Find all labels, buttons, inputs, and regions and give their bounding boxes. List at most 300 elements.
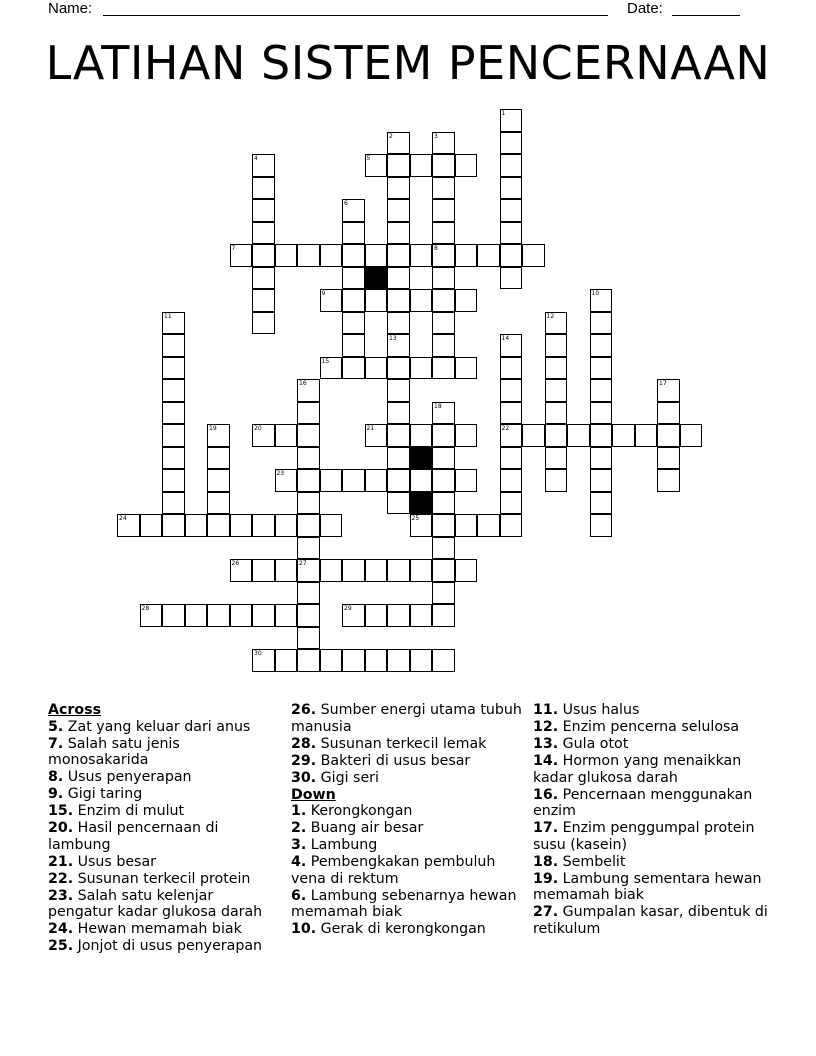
crossword-cell[interactable] bbox=[432, 267, 455, 290]
clue-item bbox=[291, 736, 523, 753]
clue-text: Bakteri di usus besar bbox=[320, 752, 471, 769]
crossword-cell[interactable] bbox=[297, 447, 320, 470]
crossword-cell[interactable] bbox=[432, 424, 455, 447]
crossword-cell[interactable] bbox=[185, 514, 208, 537]
crossword-cell[interactable] bbox=[252, 177, 275, 200]
clue-number: 1. bbox=[291, 803, 307, 819]
crossword-cell[interactable] bbox=[365, 357, 388, 380]
cell-number: 30 bbox=[254, 650, 262, 657]
crossword-cell[interactable] bbox=[207, 447, 230, 470]
clue-text: Usus penyerapan bbox=[67, 769, 192, 785]
crossword-cell[interactable] bbox=[297, 379, 320, 402]
crossword-cell[interactable] bbox=[432, 357, 455, 380]
crossword-cell[interactable] bbox=[162, 402, 185, 425]
clue-number: 20. bbox=[48, 820, 74, 836]
clue-item bbox=[291, 888, 523, 921]
crossword-cell[interactable] bbox=[297, 469, 320, 492]
clue-number: 13. bbox=[533, 736, 559, 752]
crossword-cell[interactable] bbox=[432, 604, 455, 627]
crossword-cell[interactable] bbox=[657, 447, 680, 470]
clue-text: Gula otot bbox=[562, 736, 629, 752]
crossword-cell[interactable] bbox=[590, 312, 613, 335]
crossword-cell[interactable] bbox=[410, 469, 433, 492]
clue-number: 11. bbox=[533, 702, 559, 718]
clue-item bbox=[291, 702, 523, 735]
crossword-cell[interactable] bbox=[252, 154, 275, 177]
crossword-cell[interactable] bbox=[342, 469, 365, 492]
crossword-cell[interactable] bbox=[545, 469, 568, 492]
crossword-cell[interactable] bbox=[252, 312, 275, 335]
crossword-cell[interactable] bbox=[500, 402, 523, 425]
clue-item bbox=[48, 736, 280, 769]
crossword-cell[interactable] bbox=[590, 447, 613, 470]
clue-text: Susunan terkecil protein bbox=[77, 870, 251, 887]
clue-text: Enzim pencerna selulosa bbox=[562, 719, 740, 735]
crossword-cell[interactable] bbox=[432, 199, 455, 222]
crossword-cell[interactable] bbox=[387, 154, 410, 177]
cell-number: 2 bbox=[389, 132, 393, 140]
crossword-cell[interactable] bbox=[455, 244, 478, 267]
cell-number: 14 bbox=[501, 335, 510, 342]
crossword-cell[interactable] bbox=[275, 244, 298, 267]
crossword-cell[interactable] bbox=[342, 222, 365, 245]
crossword-cell[interactable] bbox=[410, 357, 433, 380]
black-cell bbox=[365, 267, 388, 290]
cell-number: 29 bbox=[344, 605, 352, 612]
clue-item bbox=[533, 820, 773, 853]
clue-number: 12. bbox=[533, 719, 559, 735]
crossword-cell[interactable] bbox=[117, 514, 140, 537]
crossword-cell[interactable] bbox=[657, 379, 680, 402]
crossword-cell[interactable] bbox=[455, 154, 478, 177]
clue-text: Gumpalan kasar, dibentuk di retikulum bbox=[533, 904, 768, 937]
clue-text: Enzim penggumpal protein susu (kasein) bbox=[533, 820, 755, 853]
crossword-cell[interactable] bbox=[275, 604, 298, 627]
crossword-cell[interactable] bbox=[297, 582, 320, 605]
clue-item bbox=[291, 753, 523, 770]
crossword-cell[interactable] bbox=[365, 244, 388, 267]
cell-number: 6 bbox=[344, 200, 348, 207]
clue-text: Enzim di mulut bbox=[77, 803, 185, 819]
name-label: Name: bbox=[48, 0, 93, 17]
clue-item bbox=[48, 820, 280, 853]
cell-number: 19 bbox=[209, 425, 217, 432]
crossword-cell[interactable] bbox=[500, 379, 523, 402]
crossword-cell[interactable] bbox=[455, 469, 478, 492]
cell-number: 26 bbox=[231, 560, 240, 567]
crossword-cell[interactable] bbox=[342, 267, 365, 290]
clue-text: Lambung sementara hewan memamah biak bbox=[533, 870, 762, 903]
clue-item bbox=[533, 736, 773, 753]
clue-item bbox=[291, 770, 523, 787]
crossword-cell[interactable] bbox=[432, 402, 455, 425]
cell-number: 13 bbox=[389, 335, 397, 342]
cell-number: 25 bbox=[411, 515, 420, 522]
crossword-cell[interactable] bbox=[500, 357, 523, 380]
crossword-cell[interactable] bbox=[545, 402, 568, 425]
cell-number: 16 bbox=[299, 380, 307, 387]
black-cell bbox=[410, 492, 433, 515]
crossword-cell[interactable] bbox=[387, 649, 410, 672]
crossword-cell[interactable] bbox=[590, 289, 613, 312]
crossword-cell[interactable] bbox=[432, 537, 455, 560]
crossword-cell[interactable] bbox=[162, 514, 185, 537]
clue-text: Lambung bbox=[310, 837, 378, 853]
clue-number: 28. bbox=[291, 735, 317, 752]
crossword-cell[interactable] bbox=[657, 424, 680, 447]
crossword-cell[interactable] bbox=[387, 424, 410, 447]
clue-text: Buang air besar bbox=[310, 820, 424, 836]
crossword-cell[interactable] bbox=[432, 154, 455, 177]
crossword-cell[interactable] bbox=[342, 289, 365, 312]
crossword-cell[interactable] bbox=[162, 469, 185, 492]
crossword-cell[interactable] bbox=[162, 334, 185, 357]
clue-number: 16. bbox=[533, 786, 559, 803]
cell-number: 5 bbox=[366, 155, 371, 162]
crossword-cell[interactable] bbox=[252, 244, 275, 267]
crossword-cell[interactable] bbox=[252, 604, 275, 627]
crossword-cell[interactable] bbox=[500, 109, 523, 132]
crossword-cell[interactable] bbox=[387, 469, 410, 492]
crossword-cell[interactable] bbox=[432, 582, 455, 605]
crossword-cell[interactable] bbox=[297, 514, 320, 537]
clue-text: Salah satu jenis monosakarida bbox=[48, 735, 180, 768]
clue-text: Gigi seri bbox=[320, 769, 379, 786]
crossword-cell[interactable] bbox=[252, 267, 275, 290]
crossword-cell[interactable] bbox=[320, 469, 343, 492]
crossword-cell[interactable] bbox=[387, 559, 410, 582]
crossword-cell[interactable] bbox=[387, 132, 410, 155]
crossword-cell[interactable] bbox=[162, 492, 185, 515]
cell-number: 10 bbox=[591, 290, 600, 297]
crossword-cell[interactable] bbox=[185, 604, 208, 627]
crossword-cell[interactable] bbox=[162, 447, 185, 470]
crossword-cell[interactable] bbox=[410, 604, 433, 627]
clue-item bbox=[291, 803, 523, 820]
clue-number: 4. bbox=[291, 854, 307, 870]
crossword-cell[interactable] bbox=[387, 492, 410, 515]
crossword-cell[interactable] bbox=[455, 289, 478, 312]
crossword-cell[interactable] bbox=[140, 514, 163, 537]
crossword-cell[interactable] bbox=[320, 649, 343, 672]
clue-number: 23. bbox=[48, 887, 74, 904]
crossword-cell[interactable] bbox=[252, 424, 275, 447]
crossword-cell[interactable] bbox=[545, 447, 568, 470]
crossword-cell[interactable] bbox=[477, 244, 500, 267]
clue-text: Salah satu kelenjar pengatur kadar glukosa darah bbox=[48, 887, 263, 920]
crossword-cell[interactable] bbox=[275, 424, 298, 447]
crossword-cell[interactable] bbox=[432, 469, 455, 492]
crossword-cell[interactable] bbox=[432, 312, 455, 335]
crossword-cell[interactable] bbox=[387, 334, 410, 357]
crossword-cell[interactable] bbox=[365, 469, 388, 492]
crossword-cell[interactable] bbox=[365, 154, 388, 177]
clue-number: 22. bbox=[48, 870, 74, 887]
clue-number: 18. bbox=[533, 853, 559, 870]
clue-text: Jonjot di usus penyerapan bbox=[77, 938, 263, 954]
clue-item bbox=[291, 820, 523, 837]
crossword-cell[interactable] bbox=[387, 244, 410, 267]
crossword-cell[interactable] bbox=[657, 469, 680, 492]
crossword-cell[interactable] bbox=[410, 289, 433, 312]
crossword-cell[interactable] bbox=[162, 424, 185, 447]
crossword-cell[interactable] bbox=[410, 244, 433, 267]
clue-item bbox=[48, 888, 280, 921]
crossword-cell[interactable] bbox=[455, 559, 478, 582]
crossword-cell[interactable] bbox=[545, 334, 568, 357]
crossword-cell[interactable] bbox=[342, 649, 365, 672]
clue-item bbox=[533, 787, 773, 820]
crossword-cell[interactable] bbox=[387, 447, 410, 470]
crossword-cell[interactable] bbox=[432, 244, 455, 267]
crossword-cell[interactable] bbox=[140, 604, 163, 627]
clue-number: 24. bbox=[48, 921, 74, 937]
crossword-cell[interactable] bbox=[252, 199, 275, 222]
crossword-cell[interactable] bbox=[500, 154, 523, 177]
clue-text: Gerak di kerongkongan bbox=[320, 921, 486, 937]
clue-number: 5. bbox=[48, 718, 64, 735]
crossword-cell[interactable] bbox=[252, 649, 275, 672]
crossword-cell[interactable] bbox=[297, 402, 320, 425]
crossword-cell[interactable] bbox=[500, 447, 523, 470]
clue-text: Lambung sebenarnya hewan memamah biak bbox=[291, 887, 517, 920]
crossword-cell[interactable] bbox=[207, 469, 230, 492]
crossword-cell[interactable] bbox=[455, 424, 478, 447]
crossword-cell[interactable] bbox=[230, 604, 253, 627]
clue-item bbox=[48, 769, 280, 786]
crossword-cell[interactable] bbox=[207, 492, 230, 515]
crossword-cell[interactable] bbox=[680, 424, 703, 447]
crossword-cell[interactable] bbox=[500, 132, 523, 155]
crossword-cell[interactable] bbox=[432, 559, 455, 582]
cell-number: 18 bbox=[434, 402, 442, 410]
crossword-cell[interactable] bbox=[230, 514, 253, 537]
cell-number: 27 bbox=[299, 560, 307, 567]
crossword-cell[interactable] bbox=[500, 514, 523, 537]
crossword-cell[interactable] bbox=[297, 627, 320, 650]
clue-item bbox=[48, 786, 280, 803]
crossword-cell[interactable] bbox=[590, 334, 613, 357]
crossword-cell[interactable] bbox=[297, 604, 320, 627]
crossword-cell[interactable] bbox=[455, 357, 478, 380]
crossword-cell[interactable] bbox=[500, 267, 523, 290]
clue-text: Pencernaan menggunakan enzim bbox=[533, 786, 753, 819]
clue-number: 21. bbox=[48, 853, 74, 870]
cell-number: 12 bbox=[546, 312, 555, 320]
crossword-cell[interactable] bbox=[230, 559, 253, 582]
crossword-cell[interactable] bbox=[545, 379, 568, 402]
crossword-cell[interactable] bbox=[410, 559, 433, 582]
crossword-cell[interactable] bbox=[612, 424, 635, 447]
clue-text: Kerongkongan bbox=[310, 803, 413, 819]
crossword-cell[interactable] bbox=[522, 244, 545, 267]
crossword-cell[interactable] bbox=[252, 222, 275, 245]
crossword-cell[interactable] bbox=[320, 514, 343, 537]
crossword-cell[interactable] bbox=[410, 424, 433, 447]
down-heading: Down bbox=[291, 786, 336, 803]
clue-item bbox=[48, 871, 280, 888]
cell-number: 20 bbox=[254, 425, 262, 432]
crossword-cell[interactable] bbox=[657, 402, 680, 425]
crossword-cell[interactable] bbox=[252, 289, 275, 312]
crossword-cell[interactable] bbox=[590, 424, 613, 447]
crossword-cell[interactable] bbox=[590, 492, 613, 515]
clue-item bbox=[291, 921, 523, 938]
clue-text: Usus besar bbox=[77, 853, 156, 870]
crossword-cell[interactable] bbox=[252, 514, 275, 537]
crossword-cell[interactable] bbox=[387, 379, 410, 402]
crossword-cell[interactable] bbox=[500, 199, 523, 222]
crossword-cell[interactable] bbox=[342, 244, 365, 267]
crossword-cell[interactable] bbox=[545, 357, 568, 380]
clue-number: 7. bbox=[48, 735, 64, 752]
crossword-cell[interactable] bbox=[500, 177, 523, 200]
cell-number: 23 bbox=[276, 470, 285, 477]
clue-text: Usus halus bbox=[562, 702, 640, 718]
crossword-cell[interactable] bbox=[500, 469, 523, 492]
crossword-cell[interactable] bbox=[342, 334, 365, 357]
crossword-cell[interactable] bbox=[230, 244, 253, 267]
crossword-cell[interactable] bbox=[432, 334, 455, 357]
crossword-cell[interactable] bbox=[387, 289, 410, 312]
crossword-cell[interactable] bbox=[342, 604, 365, 627]
crossword-cell[interactable] bbox=[162, 357, 185, 380]
crossword-cell[interactable] bbox=[455, 514, 478, 537]
crossword-cell[interactable] bbox=[432, 514, 455, 537]
crossword-cell[interactable] bbox=[297, 424, 320, 447]
clue-number: 6. bbox=[291, 887, 307, 904]
crossword-cell[interactable] bbox=[252, 559, 275, 582]
crossword-cell[interactable] bbox=[342, 199, 365, 222]
crossword-cell[interactable] bbox=[275, 514, 298, 537]
crossword-cell[interactable] bbox=[522, 424, 545, 447]
crossword-cell[interactable] bbox=[590, 357, 613, 380]
crossword-cell[interactable] bbox=[207, 514, 230, 537]
crossword-cell[interactable] bbox=[432, 492, 455, 515]
crossword-cell[interactable] bbox=[500, 334, 523, 357]
crossword-cell[interactable] bbox=[365, 604, 388, 627]
crossword-cell[interactable] bbox=[387, 177, 410, 200]
crossword-cell[interactable] bbox=[297, 492, 320, 515]
crossword-cell[interactable] bbox=[342, 559, 365, 582]
crossword-cell[interactable] bbox=[500, 492, 523, 515]
crossword-cell[interactable] bbox=[365, 289, 388, 312]
clue-item bbox=[291, 854, 523, 887]
crossword-cell[interactable] bbox=[207, 604, 230, 627]
cell-number: 4 bbox=[254, 155, 258, 162]
clue-number: 26. bbox=[291, 702, 317, 718]
crossword-cell[interactable] bbox=[590, 514, 613, 537]
crossword-cell[interactable] bbox=[275, 469, 298, 492]
crossword-cell[interactable] bbox=[207, 424, 230, 447]
crossword-cell[interactable] bbox=[387, 402, 410, 425]
clue-text: Sumber energi utama tubuh manusia bbox=[291, 702, 522, 735]
black-cell bbox=[410, 447, 433, 470]
crossword-cell[interactable] bbox=[410, 514, 433, 537]
crossword-cell[interactable] bbox=[365, 649, 388, 672]
crossword-cell[interactable] bbox=[410, 154, 433, 177]
crossword-cell[interactable] bbox=[387, 222, 410, 245]
crossword-cell[interactable] bbox=[432, 177, 455, 200]
clue-number: 29. bbox=[291, 752, 317, 769]
crossword-cell[interactable] bbox=[275, 559, 298, 582]
clue-column-1 bbox=[48, 702, 280, 955]
crossword-cell[interactable] bbox=[365, 424, 388, 447]
crossword-cell[interactable] bbox=[342, 357, 365, 380]
crossword-cell[interactable] bbox=[432, 649, 455, 672]
crossword-cell[interactable] bbox=[387, 312, 410, 335]
crossword-cell[interactable] bbox=[432, 289, 455, 312]
crossword-cell[interactable] bbox=[500, 244, 523, 267]
crossword-cell[interactable] bbox=[590, 402, 613, 425]
cell-number: 22 bbox=[501, 425, 510, 432]
clue-number: 2. bbox=[291, 820, 307, 836]
clue-number: 14. bbox=[533, 753, 559, 769]
crossword-cell[interactable] bbox=[365, 559, 388, 582]
crossword-cell[interactable] bbox=[567, 424, 590, 447]
crossword-cell[interactable] bbox=[500, 424, 523, 447]
crossword-cell[interactable] bbox=[342, 312, 365, 335]
across-heading: Across bbox=[48, 702, 102, 718]
crossword-cell[interactable] bbox=[387, 267, 410, 290]
clue-item bbox=[48, 921, 280, 938]
crossword-cell[interactable] bbox=[387, 199, 410, 222]
clue-text: Hasil pencernaan di lambung bbox=[48, 820, 219, 853]
crossword-cell[interactable] bbox=[387, 604, 410, 627]
clue-number: 19. bbox=[533, 870, 559, 887]
clue-item bbox=[533, 871, 773, 904]
crossword-cell[interactable] bbox=[432, 222, 455, 245]
crossword-cell[interactable] bbox=[432, 447, 455, 470]
clue-number: 27. bbox=[533, 904, 559, 920]
crossword-cell[interactable] bbox=[297, 559, 320, 582]
crossword-cell[interactable] bbox=[297, 244, 320, 267]
crossword-cell[interactable] bbox=[477, 514, 500, 537]
crossword-cell[interactable] bbox=[410, 649, 433, 672]
crossword-cell[interactable] bbox=[320, 559, 343, 582]
crossword-cell[interactable] bbox=[590, 469, 613, 492]
crossword-cell[interactable] bbox=[297, 537, 320, 560]
clue-text: Pembengkakan pembuluh vena di rektum bbox=[291, 854, 496, 887]
crossword-cell[interactable] bbox=[162, 379, 185, 402]
cell-number: 7 bbox=[231, 245, 236, 252]
clue-item bbox=[533, 854, 773, 871]
crossword-cell[interactable] bbox=[320, 357, 343, 380]
cell-number: 8 bbox=[434, 245, 438, 252]
clue-text: Hormon yang menaikkan kadar glukosa darah bbox=[533, 753, 742, 786]
crossword-cell[interactable] bbox=[545, 424, 568, 447]
clue-number: 3. bbox=[291, 837, 307, 853]
clue-item bbox=[291, 837, 523, 854]
crossword-cell[interactable] bbox=[500, 222, 523, 245]
crossword-cell[interactable] bbox=[635, 424, 658, 447]
crossword-cell[interactable] bbox=[320, 244, 343, 267]
crossword-cell[interactable] bbox=[275, 649, 298, 672]
clue-number: 25. bbox=[48, 938, 74, 954]
clue-item bbox=[533, 719, 773, 736]
crossword-cell[interactable] bbox=[320, 289, 343, 312]
crossword-cell[interactable] bbox=[545, 312, 568, 335]
crossword-cell[interactable] bbox=[432, 132, 455, 155]
cell-number: 3 bbox=[434, 132, 438, 140]
cell-number: 9 bbox=[321, 290, 326, 297]
crossword-cell[interactable] bbox=[387, 357, 410, 380]
crossword-cell[interactable] bbox=[297, 649, 320, 672]
crossword-cell[interactable] bbox=[590, 379, 613, 402]
clue-number: 8. bbox=[48, 769, 64, 785]
crossword-cell[interactable] bbox=[162, 312, 185, 335]
crossword-cell[interactable] bbox=[162, 604, 185, 627]
